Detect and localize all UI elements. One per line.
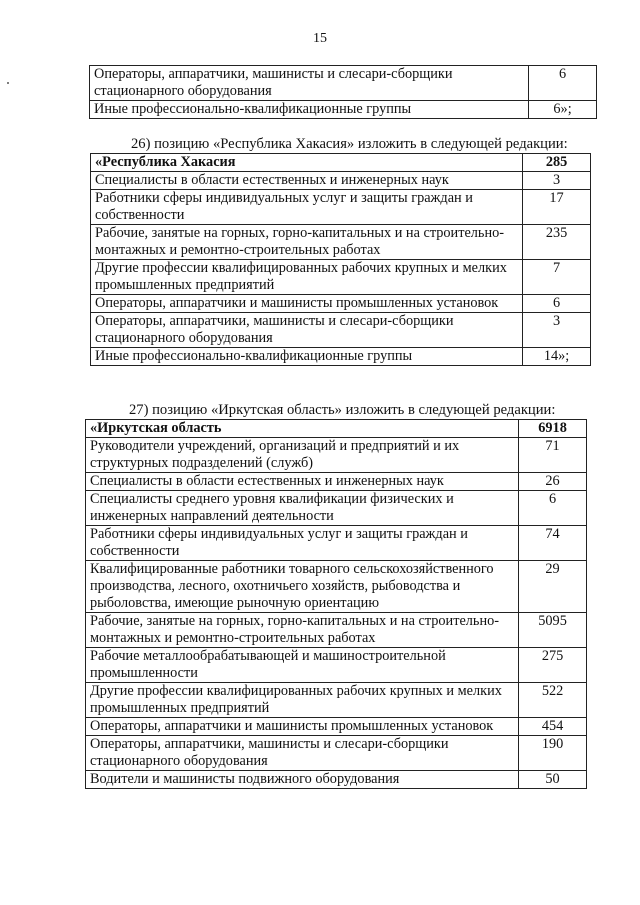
top-table-body bbox=[90, 66, 597, 119]
count-value: 6 bbox=[529, 66, 597, 101]
count-value: 454 bbox=[519, 718, 587, 736]
table-header-row bbox=[91, 154, 591, 172]
occupation-group: Работники сферы индивидуальных услуг и защиты граждан и собственности bbox=[86, 526, 519, 561]
table-row bbox=[86, 718, 587, 736]
count-value: 29 bbox=[519, 561, 587, 613]
occupation-group: Специалисты в области естественных и инженерных наук bbox=[86, 473, 519, 491]
table-row bbox=[86, 736, 587, 771]
region-total: 285 bbox=[523, 154, 591, 172]
count-value: 3 bbox=[523, 313, 591, 348]
table-row bbox=[86, 561, 587, 613]
table-row bbox=[86, 473, 587, 491]
count-value: 6 bbox=[523, 295, 591, 313]
table-row bbox=[86, 648, 587, 683]
count-value: 6»; bbox=[529, 101, 597, 119]
region-total: 6918 bbox=[519, 420, 587, 438]
occupation-group: Операторы, аппаратчики, машинисты и слесари-сборщики стационарного оборудования bbox=[90, 66, 529, 101]
count-value: 26 bbox=[519, 473, 587, 491]
table-row bbox=[90, 66, 597, 101]
table-row bbox=[91, 172, 591, 190]
occupation-group: Водители и машинисты подвижного оборудования bbox=[86, 771, 519, 789]
occupation-group: Работники сферы индивидуальных услуг и защиты граждан и собственности bbox=[91, 190, 523, 225]
table-row bbox=[90, 101, 597, 119]
occupation-group: Рабочие, занятые на горных, горно-капитальных и на строительно-монтажных и ремонтно-строительных работах bbox=[86, 613, 519, 648]
count-value: 71 bbox=[519, 438, 587, 473]
occupation-group: Операторы, аппаратчики и машинисты промышленных установок bbox=[86, 718, 519, 736]
occupation-group: Иные профессионально-квалификационные группы bbox=[90, 101, 529, 119]
occupation-group: Операторы, аппаратчики, машинисты и слесари-сборщики стационарного оборудования bbox=[91, 313, 523, 348]
count-value: 17 bbox=[523, 190, 591, 225]
occupation-group: Специалисты среднего уровня квалификации физических и инженерных направлений деятельности bbox=[86, 491, 519, 526]
occupation-group: Другие профессии квалифицированных рабочих крупных и мелких промышленных предприятий bbox=[91, 260, 523, 295]
occupation-group: Специалисты в области естественных и инженерных наук bbox=[91, 172, 523, 190]
scan-speck bbox=[7, 82, 9, 84]
table-row bbox=[86, 613, 587, 648]
count-value: 3 bbox=[523, 172, 591, 190]
table-row bbox=[91, 190, 591, 225]
top-table bbox=[89, 65, 597, 119]
table-row bbox=[86, 526, 587, 561]
occupation-group: Квалифицированные работники товарного сельскохозяйственного производства, лесного, охотничьего хозяйств, рыбоводства и рыболовства, имеющие рыночную ориентацию bbox=[86, 561, 519, 613]
count-value: 7 bbox=[523, 260, 591, 295]
occupation-group: Другие профессии квалифицированных рабочих крупных и мелких промышленных предприятий bbox=[86, 683, 519, 718]
occupation-group: Иные профессионально-квалификационные группы bbox=[91, 348, 523, 366]
occupation-group: Руководители учреждений, организаций и предприятий и их структурных подразделений (служб) bbox=[86, 438, 519, 473]
count-value: 50 bbox=[519, 771, 587, 789]
table-row bbox=[86, 771, 587, 789]
count-value: 74 bbox=[519, 526, 587, 561]
section-26-intro: 26) позицию «Республика Хакасия» изложить в следующей редакции: bbox=[131, 136, 568, 152]
count-value: 275 bbox=[519, 648, 587, 683]
count-value: 14»; bbox=[523, 348, 591, 366]
count-value: 190 bbox=[519, 736, 587, 771]
khakassia-table bbox=[90, 153, 591, 366]
table-row bbox=[86, 438, 587, 473]
khakassia-table-body bbox=[91, 154, 591, 366]
irkutsk-table-body bbox=[86, 420, 587, 789]
table-row bbox=[91, 225, 591, 260]
section-27-intro: 27) позицию «Иркутская область» изложить в следующей редакции: bbox=[129, 402, 556, 418]
region-name: «Республика Хакасия bbox=[91, 154, 523, 172]
count-value: 6 bbox=[519, 491, 587, 526]
page-number: 15 bbox=[313, 31, 327, 46]
irkutsk-table bbox=[85, 419, 587, 789]
table-row bbox=[86, 683, 587, 718]
region-name: «Иркутская область bbox=[86, 420, 519, 438]
table-row bbox=[91, 260, 591, 295]
table-row bbox=[86, 491, 587, 526]
occupation-group: Рабочие металлообрабатывающей и машиностроительной промышленности bbox=[86, 648, 519, 683]
table-header-row bbox=[86, 420, 587, 438]
table-row bbox=[91, 313, 591, 348]
table-row bbox=[91, 295, 591, 313]
count-value: 235 bbox=[523, 225, 591, 260]
count-value: 5095 bbox=[519, 613, 587, 648]
occupation-group: Операторы, аппаратчики и машинисты промышленных установок bbox=[91, 295, 523, 313]
occupation-group: Операторы, аппаратчики, машинисты и слесари-сборщики стационарного оборудования bbox=[86, 736, 519, 771]
table-row bbox=[91, 348, 591, 366]
occupation-group: Рабочие, занятые на горных, горно-капитальных и на строительно-монтажных и ремонтно-строительных работах bbox=[91, 225, 523, 260]
count-value: 522 bbox=[519, 683, 587, 718]
